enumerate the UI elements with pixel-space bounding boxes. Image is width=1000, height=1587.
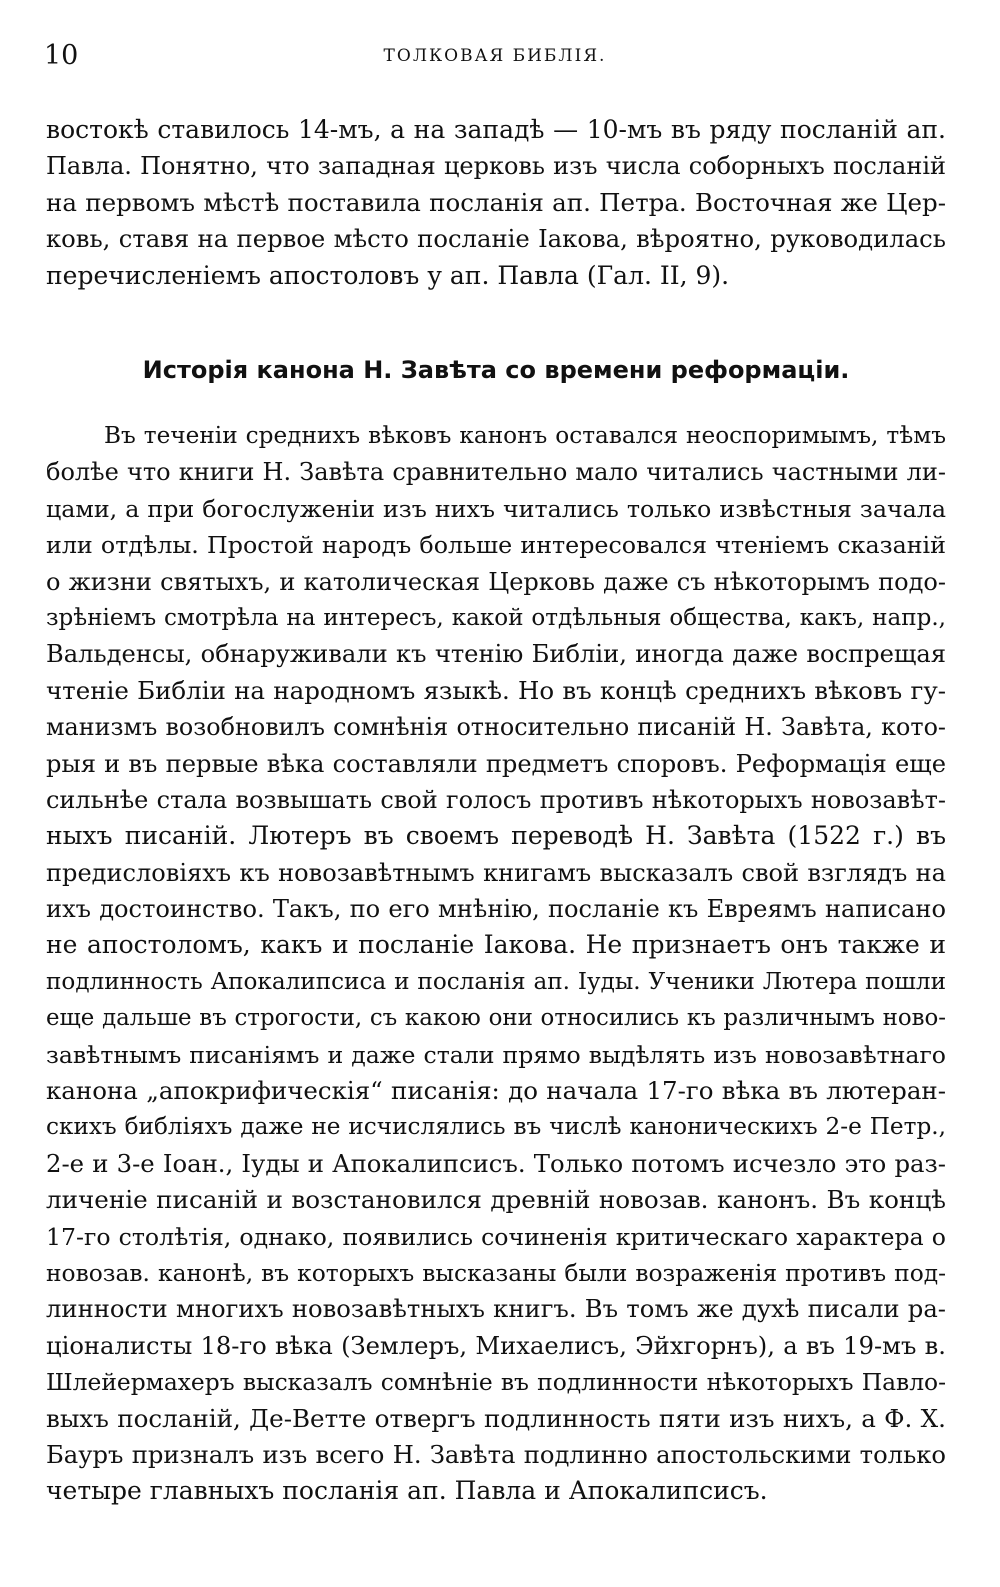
running-head xyxy=(44,38,946,74)
text-line: на первомъ мѣстѣ поставила посланія ап. Петра. Восточная же Цер- xyxy=(46,187,946,217)
text-line: завѣтнымъ писаніямъ и даже стали прямо выдѣлять изъ новозавѣтнаго xyxy=(46,1040,946,1069)
text-line: сильнѣе стала возвышать свой голосъ противъ нѣкоторыхъ новозавѣт- xyxy=(46,785,946,814)
text-line: Вальденсы, обнаруживали къ чтенію Библіи, иногда даже воспрещая xyxy=(46,640,946,669)
page-number: 10 xyxy=(44,40,79,71)
text-line: 17-го столѣтія, однако, появились сочиненія критическаго характера о xyxy=(46,1222,946,1251)
text-line: Бауръ призналъ изъ всего Н. Завѣта подлинно апостольскими только xyxy=(46,1439,946,1469)
text-line: четыре главныхъ посланія ап. Павла и Апокалипсисъ. xyxy=(46,1476,768,1506)
text-line: выхъ посланій, Де-Ветте отвергъ подлинность пяти изъ нихъ, а Ф. Х. xyxy=(46,1403,946,1433)
text-line: линности многихъ новозавѣтныхъ книгъ. Въ томъ же духѣ писали ра- xyxy=(46,1294,946,1324)
text-line: Павла. Понятно, что западная церковь изъ числа соборныхъ посланій xyxy=(46,152,946,181)
text-line: цами, а при богослуженіи изъ нихъ читались только извѣстныя зачала xyxy=(46,494,946,523)
text-line: подлинность Апокалипсиса и посланія ап. Іуды. Ученики Лютера пошли xyxy=(46,968,946,995)
section-heading: Исторія канона Н. Завѣта со времени реформаціи. xyxy=(142,356,850,384)
text-line: скихъ библіяхъ даже не исчислялись въ числѣ каноническихъ 2-е Петр., xyxy=(46,1113,946,1141)
text-line: востокѣ ставилось 14-мъ, а на западѣ — 10-мъ въ ряду посланій ап. xyxy=(46,115,946,144)
text-line: еще дальше въ строгости, съ какою они относились къ различнымъ ново- xyxy=(46,1005,946,1032)
text-line: или отдѣлы. Простой народъ больше интересовался чтеніемъ сказаній xyxy=(46,531,946,560)
text-line: Въ теченіи среднихъ вѣковъ канонъ оставался неоспоримымъ, тѣмъ xyxy=(104,422,946,449)
text-line: Шлейермахеръ высказалъ сомнѣніе въ подлинности нѣкоторыхъ Павло- xyxy=(46,1368,946,1397)
text-line: манизмъ возобновилъ сомнѣнія относительно писаній Н. Завѣта, кото- xyxy=(46,713,946,742)
text-line: о жизни святыхъ, и католическая Церковь даже съ нѣкоторымъ подо- xyxy=(46,567,946,596)
text-line: ковь, ставя на первое мѣсто посланіе Іакова, вѣроятно, руководилась xyxy=(46,224,946,254)
text-line: ныхъ писаній. Лютеръ въ своемъ переводѣ Н. Завѣта (1522 г.) въ xyxy=(46,821,946,851)
intro-paragraph xyxy=(46,112,946,294)
text-line: рыя и въ первые вѣка составляли предметъ споровъ. Реформація еще xyxy=(46,749,946,778)
text-line: предисловіяхъ къ новозавѣтнымъ книгамъ высказалъ свой взглядъ на xyxy=(46,858,946,887)
running-title: ТОЛКОВАЯ БИБЛІЯ. xyxy=(383,46,607,66)
text-line: перечисленіемъ апостоловъ у ап. Павла (Гал. II, 9). xyxy=(46,260,730,290)
text-line: канона „апокрифическія“ писанія: до начала 17-го вѣка въ лютеран- xyxy=(46,1076,946,1106)
text-line: ихъ достоинство. Такъ, по его мнѣнію, посланіе къ Евреямъ написано xyxy=(46,895,946,924)
text-line: зрѣніемъ смотрѣла на интересъ, какой отдѣльныя общества, какъ, напр., xyxy=(46,604,946,631)
text-line: не апостоломъ, какъ и посланіе Іакова. Не признаетъ онъ также и xyxy=(46,930,946,960)
text-line: чтеніе Библіи на народномъ языкѣ. Но въ концѣ среднихъ вѣковъ гу- xyxy=(46,675,946,705)
text-line: новозав. канонѣ, въ которыхъ высказаны были возраженія противъ под- xyxy=(46,1258,946,1287)
text-line: 2-е и 3-е Іоан., Іуды и Апокалипсисъ. Только потомъ исчезло это раз- xyxy=(46,1148,946,1178)
text-line: болѣе что книги Н. Завѣта сравнительно мало читались частными ли- xyxy=(46,458,946,487)
main-paragraph xyxy=(46,418,946,1510)
text-line: ціоналисты 18-го вѣка (Землеръ, Михаелисъ, Эйхгорнъ), а въ 19-мъ в. xyxy=(46,1331,946,1360)
text-line: личеніе писаній и возстановился древній новозав. канонъ. Въ концѣ xyxy=(46,1185,946,1215)
